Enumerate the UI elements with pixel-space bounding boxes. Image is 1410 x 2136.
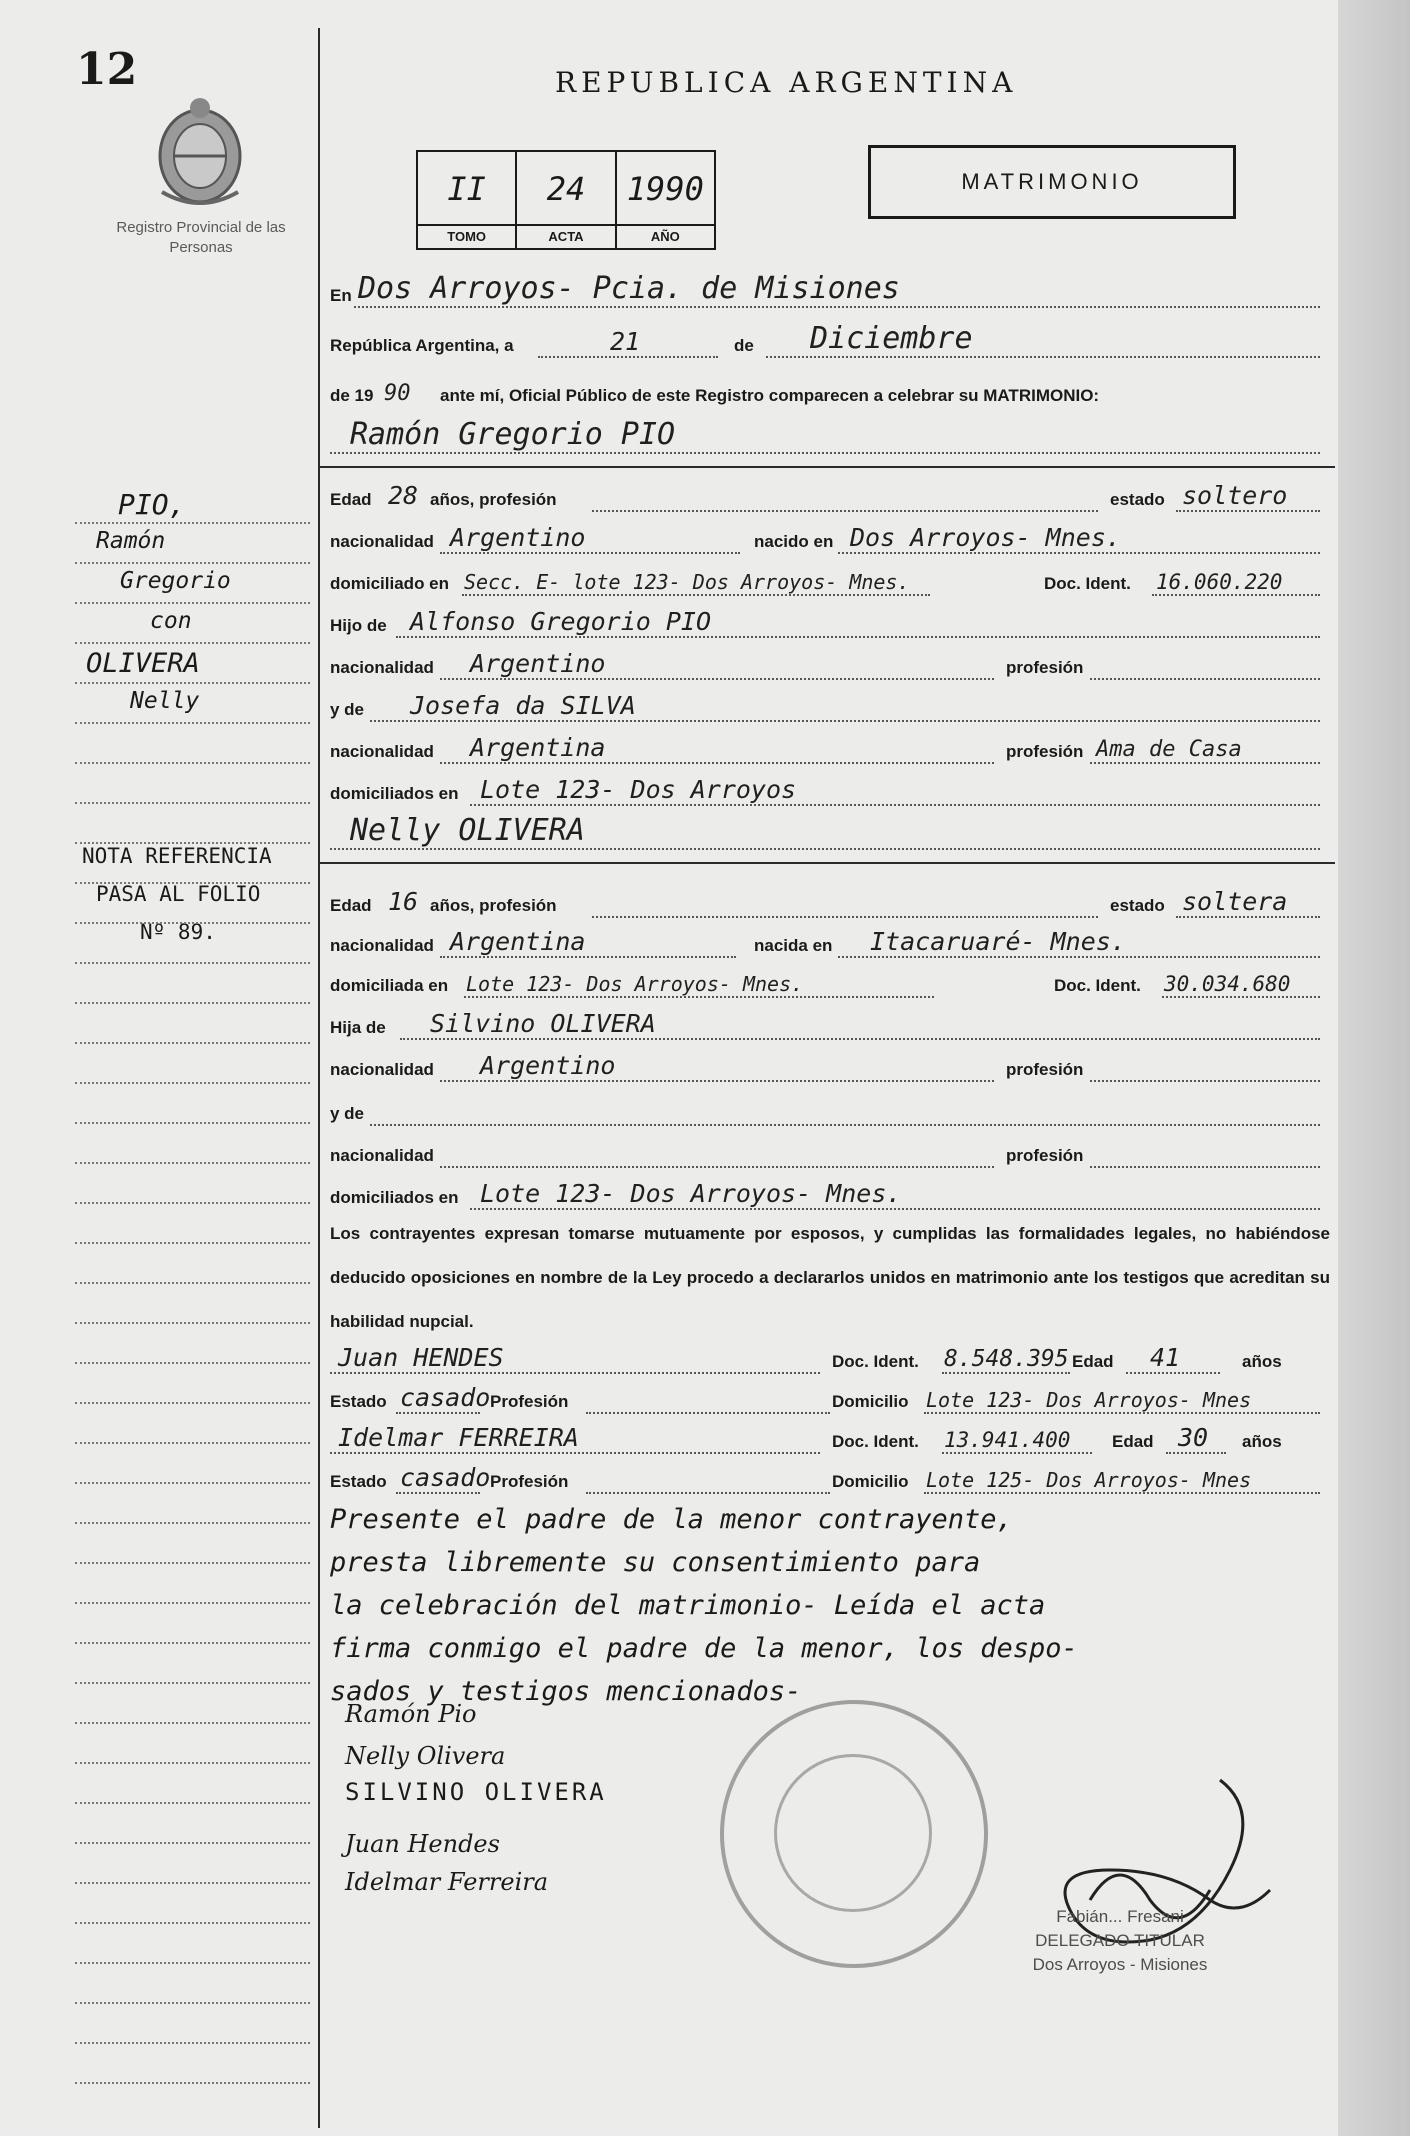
margin-rule <box>75 1562 310 1564</box>
margin-rule <box>75 2082 310 2084</box>
margin-rule <box>75 1242 310 1244</box>
margin-rule <box>75 1922 310 1924</box>
row-bride-father-nat: nacionalidad Argentino profesión <box>330 1046 1330 1086</box>
margin-rule <box>75 1282 310 1284</box>
margin-rule <box>75 882 310 884</box>
ano-value: 1990 <box>626 170 704 208</box>
margin-rule <box>75 562 310 564</box>
remarks: Presente el padre de la menor contrayente, presta libremente su consentimiento para la celebración del matrimonio- Leída el acta firma conmigo el padre de la menor, los despo- sados y testigos mencionados- <box>330 1504 1078 1707</box>
margin-rule <box>75 1602 310 1604</box>
row-bride-age: Edad 16 años, profesión estado soltera <box>330 882 1330 922</box>
tomo-value: II <box>447 170 486 208</box>
margin-rule <box>75 1762 310 1764</box>
tomo-label: TOMO <box>418 224 515 248</box>
row-bride-nat: nacionalidad Argentina nacida en Itacaruaré- Mnes. <box>330 922 1330 962</box>
margin-rule <box>75 1522 310 1524</box>
margin-rule <box>75 1122 310 1124</box>
official-name: Fabián... Fresani <box>1056 1907 1184 1926</box>
margin-note-3: Nº 89. <box>140 920 216 944</box>
index-surname-2: OLIVERA <box>86 648 200 679</box>
margin-rule <box>75 1362 310 1364</box>
margin-rule <box>75 1002 310 1004</box>
ano-label: AÑO <box>617 224 714 248</box>
row-bride-parents-address: domiciliados en Lote 123- Dos Arroyos- Mnes. <box>330 1174 1330 1214</box>
margin-rule <box>75 922 310 924</box>
margin-divider <box>318 28 320 2128</box>
record-type-box: MATRIMONIO <box>868 145 1236 219</box>
margin-rule <box>75 602 310 604</box>
year-value: 90 <box>384 381 411 406</box>
row-groom-age: Edad 28 años, profesión estado soltero <box>330 476 1330 516</box>
row-bride-address: domiciliada en Lote 123- Dos Arroyos- Mnes. Doc. Ident. 30.034.680 <box>330 962 1330 1002</box>
margin-rule <box>75 842 310 844</box>
row-witness-1-details: Estado casado Profesión Domicilio Lote 123- Dos Arroyos- Mnes <box>330 1378 1330 1418</box>
index-con: con <box>150 608 192 634</box>
margin-rule <box>75 962 310 964</box>
row-groom-nat: nacionalidad Argentino nacido en Dos Arroyos- Mnes. <box>330 518 1330 558</box>
official-title: DELEGADO TITULAR <box>1035 1931 1205 1950</box>
groom-name: Ramón Gregorio PIO <box>350 417 676 452</box>
margin-rule <box>75 1082 310 1084</box>
signature-groom: Ramón Pio <box>345 1700 477 1728</box>
margin-rule <box>75 1482 310 1484</box>
row-witness-1: Juan HENDES Doc. Ident. 8.548.395 Edad 41 años <box>330 1338 1330 1378</box>
margin-note-2: PASA AL FOLIO <box>96 882 261 906</box>
row-place: En Dos Arroyos- Pcia. de Misiones <box>330 272 1330 312</box>
margin-rule <box>75 1322 310 1324</box>
official-stamp-icon <box>720 1700 988 1968</box>
row-witness-2: Idelmar FERREIRA Doc. Ident. 13.941.400 Edad 30 años <box>330 1418 1330 1458</box>
margin-rule <box>75 1962 310 1964</box>
margin-rule <box>75 2002 310 2004</box>
row-witness-2-details: Estado casado Profesión Domicilio Lote 125- Dos Arroyos- Mnes <box>330 1458 1330 1498</box>
coat-of-arms-icon <box>148 92 252 210</box>
row-groom-mother: y de Josefa da SILVA <box>330 686 1330 726</box>
acta-box <box>416 150 716 250</box>
signature-witness-1: Juan Hendes <box>345 1830 500 1858</box>
place-value: Dos Arroyos- Pcia. de Misiones <box>358 271 900 306</box>
signature-bride: Nelly Olivera <box>345 1742 506 1770</box>
row-groom-father: Hijo de Alfonso Gregorio PIO <box>330 602 1330 642</box>
margin-rule <box>75 1802 310 1804</box>
row-groom-father-nat: nacionalidad Argentino profesión <box>330 644 1330 684</box>
signature-witness-2: Idelmar Ferreira <box>345 1868 549 1896</box>
country-title: REPUBLICA ARGENTINA <box>555 66 1018 99</box>
margin-rule <box>75 642 310 644</box>
book-edge <box>1338 0 1410 2136</box>
acta-label: ACTA <box>517 224 614 248</box>
month-value: Diciembre <box>810 321 973 356</box>
acta-value: 24 <box>546 170 586 208</box>
margin-rule <box>75 1042 310 1044</box>
declaration-paragraph: Los contrayentes expresan tomarse mutuamente por esposos, y cumplidas las formalidades legales, no habiéndose deducido oposiciones en nombre de la Ley procedo a declararlos unidos en matrimonio ante los testigos que acreditan su habilidad nupcial. <box>330 1224 1330 1331</box>
margin-note-1: NOTA REFERENCIA <box>82 844 272 868</box>
margin-rule <box>75 1722 310 1724</box>
row-year: de 19 90 ante mí, Oficial Público de este Registro comparecen a celebrar su MATRIMONIO: <box>330 381 1100 406</box>
margin-rule <box>75 682 310 684</box>
margin-rule <box>75 1682 310 1684</box>
row-date: República Argentina, a 21 de Diciembre <box>330 322 1330 362</box>
margin-rule <box>75 1842 310 1844</box>
margin-rule <box>75 522 310 524</box>
row-bride-name <box>330 814 1330 854</box>
margin-rule <box>75 2042 310 2044</box>
index-surname-1: PIO, <box>118 488 186 521</box>
row-bride-father: Hija de Silvino OLIVERA <box>330 1004 1330 1044</box>
row-bride-mother: y de <box>330 1090 1330 1130</box>
day-value: 21 <box>610 327 641 356</box>
margin-rule <box>75 1442 310 1444</box>
signature-bride-father: SILVINO OLIVERA <box>345 1778 607 1806</box>
index-given-2: Gregorio <box>120 568 231 594</box>
row-groom-mother-nat: nacionalidad Argentina profesión Ama de Casa <box>330 728 1330 768</box>
row-groom-parents-address: domiciliados en Lote 123- Dos Arroyos <box>330 770 1330 810</box>
margin-rule <box>75 1882 310 1884</box>
margin-rule <box>75 1202 310 1204</box>
margin-rule <box>75 722 310 724</box>
row-bride-mother-nat: nacionalidad profesión <box>330 1132 1330 1172</box>
official-place: Dos Arroyos - Misiones <box>1032 1955 1208 1974</box>
margin-rule <box>75 1162 310 1164</box>
official-block <box>975 1905 1265 1977</box>
margin-rule <box>75 1402 310 1404</box>
index-given-1: Ramón <box>96 528 166 554</box>
registry-name: Registro Provincial de las Personas <box>116 219 286 256</box>
row-groom-name <box>330 418 1330 458</box>
margin-rule <box>75 802 310 804</box>
index-given-3: Nelly <box>130 688 200 714</box>
margin-rule <box>75 1642 310 1644</box>
bride-name: Nelly OLIVERA <box>350 813 585 848</box>
page-number: 12 <box>76 44 138 95</box>
margin-rule <box>75 762 310 764</box>
row-groom-address: domiciliado en Secc. E- lote 123- Dos Arroyos- Mnes. Doc. Ident. 16.060.220 <box>330 560 1330 600</box>
